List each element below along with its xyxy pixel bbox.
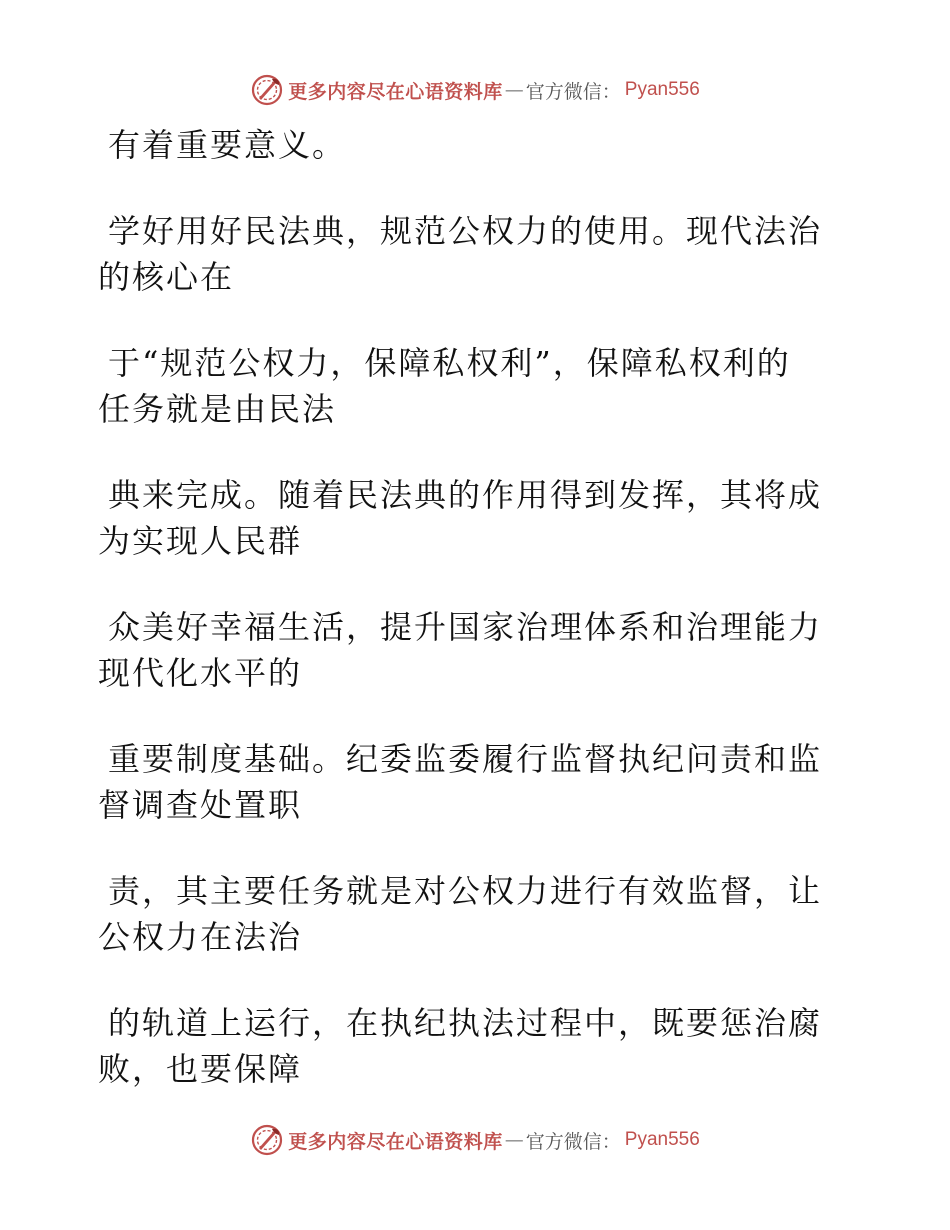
paragraph-line: 的核心在	[98, 258, 235, 296]
paragraph-line: 的轨道上运行，在执纪执法过程中，既要惩治腐	[108, 1004, 823, 1042]
paragraph	[98, 340, 838, 432]
paragraph	[98, 208, 838, 300]
footer-wechat-label: 官方微信	[525, 1130, 602, 1153]
paragraph	[98, 604, 838, 696]
paragraph	[98, 736, 838, 828]
document-body	[98, 122, 838, 1132]
quill-ink-icon	[250, 1123, 284, 1157]
paragraph	[98, 868, 838, 960]
header-site-name: 更多内容尽在心语资料库	[288, 80, 503, 103]
paragraph-line: 责，其主要任务就是对公权力进行有效监督，让	[108, 872, 823, 910]
paragraph-line: 有着重要意义。	[108, 126, 347, 164]
paragraph-line: 于“规范公权力，保障私权利”，保障私权利的	[108, 344, 791, 382]
footer-colon: ：	[601, 1130, 621, 1153]
paragraph-line: 任务就是由民法	[98, 390, 337, 428]
footer-banner	[0, 1120, 950, 1160]
footer-dash: —	[504, 1129, 524, 1151]
paragraph	[98, 472, 838, 564]
header-wechat-label: 官方微信	[525, 80, 602, 103]
paragraph-line: 众美好幸福生活，提升国家治理体系和治理能力	[108, 608, 823, 646]
paragraph-line: 为实现人民群	[98, 522, 303, 560]
paragraph	[98, 122, 838, 168]
footer-wechat-handle: Pyan556	[624, 1129, 700, 1150]
paragraph-line: 重要制度基础。纪委监委履行监督执纪问责和监	[108, 740, 823, 778]
paragraph	[98, 1000, 838, 1092]
paragraph-line: 典来完成。随着民法典的作用得到发挥，其将成	[108, 476, 823, 514]
paragraph-line: 督调查处置职	[98, 786, 303, 824]
paragraph-line: 学好用好民法典，规范公权力的使用。现代法治	[108, 212, 823, 250]
header-banner-text	[288, 77, 700, 104]
header-dash: —	[504, 79, 524, 101]
header-wechat-handle: Pyan556	[624, 79, 700, 100]
footer-site-name: 更多内容尽在心语资料库	[288, 1130, 503, 1153]
header-banner	[0, 70, 950, 110]
footer-banner-text	[288, 1127, 700, 1154]
header-colon: ：	[601, 80, 621, 103]
paragraph-line: 公权力在法治	[98, 918, 303, 956]
paragraph-line: 败，也要保障	[98, 1050, 303, 1088]
paragraph-line: 现代化水平的	[98, 654, 303, 692]
quill-ink-icon	[250, 73, 284, 107]
